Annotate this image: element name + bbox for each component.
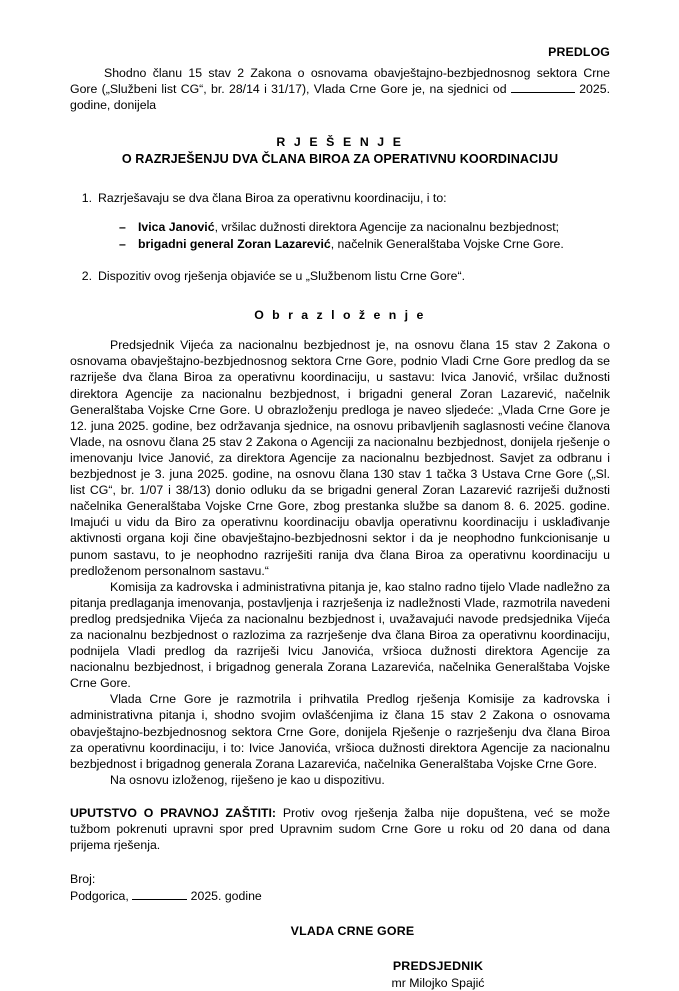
member-name: brigadni general Zoran Lazarević bbox=[138, 236, 331, 251]
member-name: Ivica Janović bbox=[138, 220, 215, 235]
list-item bbox=[119, 219, 610, 235]
dispositive-item-2-text: Dispozitiv ovog rješenja objaviće se u „Službenom listu Crne Gore“. bbox=[98, 269, 466, 284]
member-list bbox=[98, 219, 610, 252]
dispositive-item-1 bbox=[98, 190, 610, 252]
member-role: , vršilac dužnosti direktora Agencije za nacionalnu bezbjednost; bbox=[214, 220, 560, 235]
document-status-label: PREDLOG bbox=[548, 45, 610, 59]
signatory-name: mr Milojko Spajić bbox=[391, 975, 485, 990]
explanation-paragraph-2: Komisija za kadrovska i administrativna pitanja je, kao stalno radno tijelo Vlade nadležno za pitanja predlaganja imenovanja, postavljenja i razrješenja iz nadležnosti Vlade, razmotrila navedeni predlog predsjednika Vijeća za nacionalnu bezbjednost i, uvažavajući navode predsjednika Vijeća za nacionalnu bezbjednost o razlozima za razrješenje dva člana Biroa za operativnu koordinaciju, podnijela Vladi predlog da razriješi Ivicu Janovića, vršioca dužnosti direktora Agencije za nacionalnu bezbjednost, i brigadnog generala Zorana Lazarevića, načelnika Generalštaba Vojske Crne Gore. bbox=[70, 579, 610, 691]
legal-remedy-label: UPUTSTVO O PRAVNOJ ZAŠTITI: bbox=[70, 805, 277, 820]
intro-paragraph-part2: 2025. godine, donijela bbox=[70, 82, 610, 113]
explanation-paragraph-4: Na osnovu izloženog, riješeno je kao u dispozitivu. bbox=[110, 772, 385, 787]
list-item bbox=[119, 236, 610, 252]
signature-block bbox=[70, 958, 610, 991]
document-meta-block bbox=[70, 871, 610, 904]
explanation-paragraph-1: Predsjednik Vijeća za nacionalnu bezbjednost je, na osnovu člana 15 stav 2 Zakona o osnovama obavještajno-bezbjednosnog sektora Crne Gore, podnio Vladi Crne Gore predlog da se razriješe dva člana Biroa za operativnu koordinaciju, u sastavu: Ivica Janović, vršilac dužnosti direktora Agencije za nacionalnu bezbjednost, i brigadni general Zoran Lazarević, načelnik Generalštaba Vojske Crne Gore. U obrazloženju predloga je naveo sljedeće: „Vlada Crne Gore je 12. juna 2025. godine, bez održavanja sjednice, na osnovu pribavljenih saglasnosti većine članova Vlade, na osnovu člana 25 stav 2 Zakona o Agenciji za nacionalnu bezbjednost, donijela rješenje o imenovanju Ivice Janović, za direktora Agencije za nacionalnu bezbjednost. Savjet za odbranu i bezbjednost je 3. juna 2025. godine, na osnovu člana 130 stav 1 tačka 3 Ustava Crne Gore („Sl. list CG“, br. 1/07 i 38/13) donio odluku da se brigadni general Zoran Lazarević razriješi dužnosti načelnika Generalštaba Vojske Crne Gore, zbog prestanka službe sa danom 8. 6. 2025. godine. Imajući u vidu da Biro za operativnu koordinaciju obavlja operativnu koordinaciju i usklađivanje aktivnosti organa koji čine obavještajno-bezbjednosni sektor i da je neophodno funkcionisanje u punom sastavu, to je neophodno razriješiti ranija dva člana Biroa za operativnu koordinaciju u predloženom personalnom sastavu.“ bbox=[70, 338, 610, 578]
document-title-main: R J E Š E N J E bbox=[276, 135, 404, 150]
document-title-subtitle: O RAZRJEŠENJU DVA ČLANA BIROA ZA OPERATIVNU KOORDINACIJU bbox=[121, 152, 559, 167]
signatory-title: PREDSJEDNIK bbox=[392, 959, 484, 973]
dash-bullet-icon: – bbox=[119, 236, 126, 251]
explanation-body bbox=[70, 337, 610, 788]
intro-paragraph bbox=[70, 65, 610, 113]
intro-paragraph-part1: Shodno članu 15 stav 2 Zakona o osnovama obavještajno-bezbjednosnog sektora Crne Gore („Službeni list CG“, br. 28/14 i 31/17), Vlada Crne Gore je, na sjednici od bbox=[70, 66, 610, 97]
member-role: , načelnik Generalštaba Vojske Crne Gore. bbox=[330, 236, 564, 251]
document-year: 2025. godine bbox=[187, 888, 262, 903]
dash-bullet-icon: – bbox=[119, 220, 126, 235]
legal-remedy-text: Protiv ovog rješenja žalba nije dopuštena, već se može tužbom pokrenuti upravni spor pred Upravnim sudom Crne Gore u roku od 20 dana od dana prijema rješenja. bbox=[70, 805, 610, 853]
date-blank-line[interactable] bbox=[511, 92, 575, 93]
dispositive-list bbox=[70, 190, 610, 284]
legal-remedy-paragraph bbox=[70, 805, 610, 853]
issuing-authority: VLADA CRNE GORE bbox=[290, 924, 415, 938]
explanation-heading: O b r a z l o ž e n j e bbox=[254, 308, 426, 323]
document-place: Podgorica, bbox=[70, 888, 133, 903]
explanation-paragraph-3: Vlada Crne Gore je razmotrila i prihvatila Predlog rješenja Komisije za kadrovska i administrativna pitanja i, shodno svojim ovlašćenjima iz člana 15 stav 2 Zakona o osnovama obavještajno-bezbjednosnog sektora Crne Gore, donijela Rješenje o razrješenju dva člana Biroa za operativnu koordinaciju, i to: Ivice Janovića, vršioca dužnosti direktora Agencije za nacionalnu bezbjednost i brigadnog generala Zorana Lazarevića, načelnika Generalštaba Vojske Crne Gore. bbox=[70, 692, 610, 771]
dispositive-item-1-text: Razrješavaju se dva člana Biroa za operativnu koordinaciju, i to: bbox=[98, 191, 447, 206]
document-title-block bbox=[70, 134, 610, 168]
dispositive-item-2 bbox=[98, 268, 610, 284]
document-number-label: Broj: bbox=[70, 872, 96, 887]
date-blank-line-footer[interactable] bbox=[132, 899, 187, 900]
document-place-date bbox=[70, 888, 610, 904]
